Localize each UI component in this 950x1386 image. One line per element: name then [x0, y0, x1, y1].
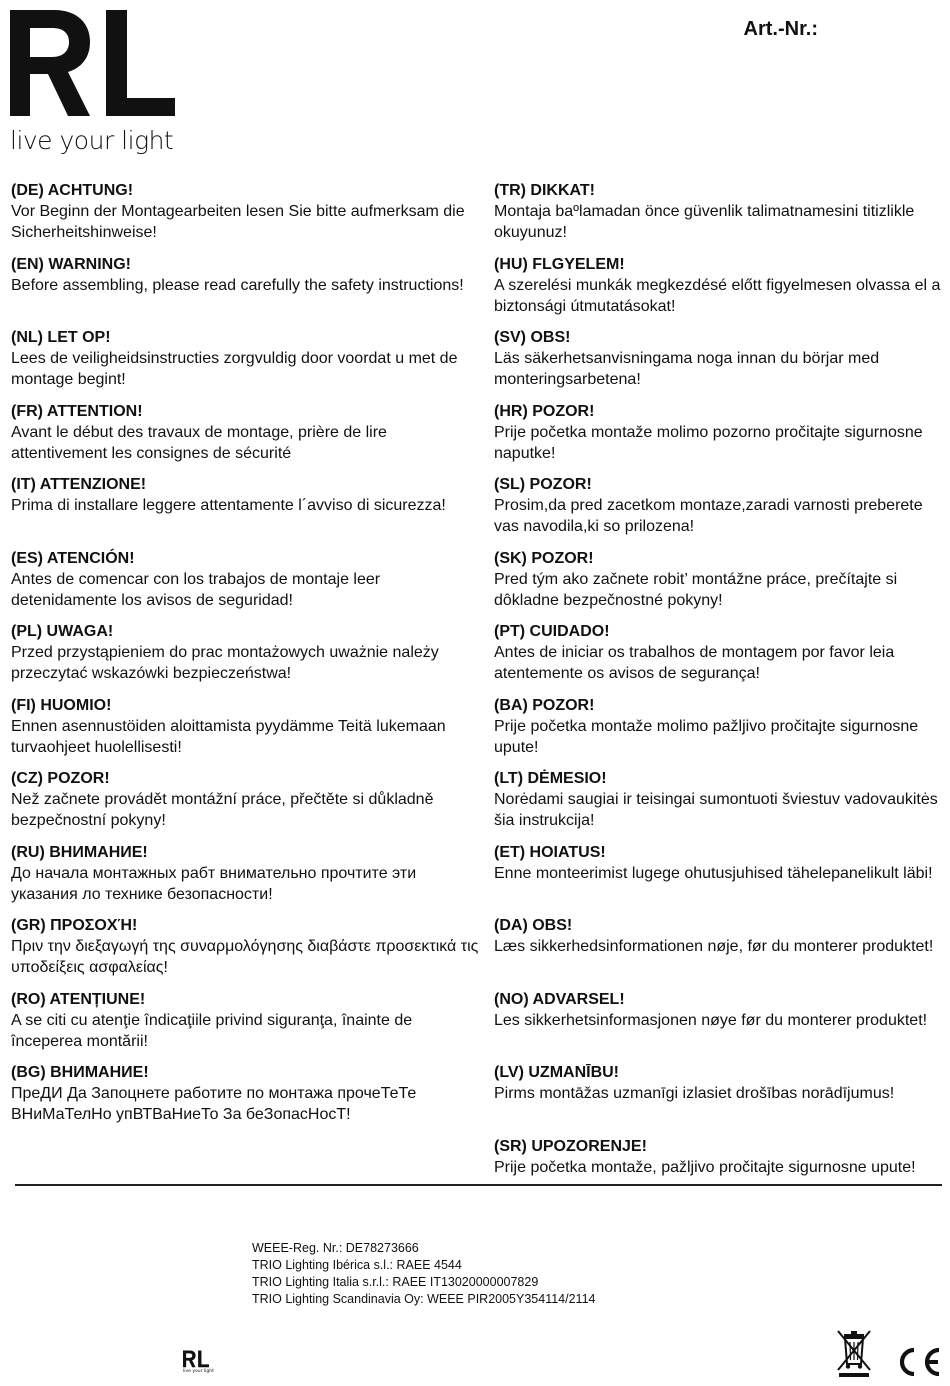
warning-block-gr — [11, 915, 481, 989]
warning-block-tr — [494, 180, 944, 254]
warning-text: Montaja baºlamadan önce güvenlik talimatnamesini titizlikle okuyunuz! — [494, 203, 915, 241]
warning-title: (BG) ВНИМАНИЕ! — [11, 1064, 149, 1081]
warning-title: (CZ) POZOR! — [11, 770, 110, 787]
warning-block-sr — [494, 1136, 944, 1210]
warning-block-sk — [494, 548, 944, 622]
warning-block-lv — [494, 1062, 944, 1136]
warning-text: Pred tým ako začnete robit’ montážne práce, prečítajte si dôkladne bezpečnostné pokyny! — [494, 570, 898, 609]
warning-block-ba — [494, 695, 944, 769]
warnings-column-right — [494, 180, 944, 1209]
warning-block-de — [11, 180, 481, 254]
warning-title: (SV) OBS! — [494, 329, 571, 346]
warning-title: (PT) CUIDADO! — [494, 623, 610, 640]
warning-title: (LT) DĖMESIO! — [494, 770, 607, 787]
registry-line: TRIO Lighting Scandinavia Oy: WEEE PIR2005Y354114/2114 — [252, 1292, 596, 1306]
warning-title: (PL) UWAGA! — [11, 623, 114, 640]
warning-block-nl — [11, 327, 481, 401]
warning-title: (DA) OBS! — [494, 917, 573, 934]
small-brand-tagline: live your light — [183, 1369, 214, 1374]
warnings-column-left — [11, 180, 481, 1136]
warning-block-et — [494, 842, 944, 916]
warning-title: (SL) POZOR! — [494, 476, 592, 493]
warning-title: (NL) LET OP! — [11, 329, 111, 346]
warning-text: Avant le début des travaux de montage, prière de lire attentivement les consignes de sécurité — [11, 423, 387, 462]
warning-title: (ET) HOIATUS! — [494, 843, 606, 861]
warning-text: Ennen asennustöiden aloittamista pyydämme Teitä lukemaan turvaohjeet huolellisesti! — [11, 717, 446, 756]
warning-title: (HU) FLGYELEM! — [494, 255, 625, 273]
brand-logo — [10, 10, 180, 155]
warning-text: Prije početka montaže, pažljivo pročitajte sigurnosne upute! — [494, 1158, 916, 1176]
warning-block-ro — [11, 989, 481, 1063]
warning-text: Antes de iniciar os trabalhos de montagem por favor leia atentemente os avisos de segurança! — [494, 644, 895, 682]
warning-block-hr — [494, 401, 944, 475]
warning-block-bg — [11, 1062, 481, 1136]
article-number-label: Art.-Nr.: — [743, 18, 818, 40]
warning-block-da — [494, 915, 944, 989]
warning-block-pt — [494, 621, 944, 695]
warning-block-en — [11, 254, 481, 328]
warning-title: (RO) ATENȚIUNE! — [11, 990, 146, 1008]
warning-title: (SK) POZOR! — [494, 549, 594, 567]
warning-text: Πριν την διεξαγωγή της συναρμολόγησης διαβάστε προσεκτικά τις υποδείξεις ασφαλείας! — [11, 938, 479, 976]
warning-text: Les sikkerhetsinformasjonen nøye før du monterer produktet! — [494, 1011, 928, 1029]
warning-text: Prije početka montaže molimo pozorno pročitajte sigurnosne naputke! — [494, 423, 923, 462]
warning-title: (TR) DIKKAT! — [494, 182, 596, 199]
warning-text: Before assembling, please read carefully the safety instructions! — [11, 276, 464, 294]
warning-text: Antes de comencar con los trabajos de montaje leer detenidamente los avisos de seguridad! — [11, 570, 381, 609]
warning-title: (FR) ATTENTION! — [11, 402, 143, 420]
warning-title: (IT) ATTENZIONE! — [11, 476, 147, 493]
warning-block-fr — [11, 401, 481, 475]
warning-title: (FI) HUOMIO! — [11, 696, 112, 714]
warning-text: Prije početka montaže molimo pažljivo pročitajte sigurnosne upute! — [494, 717, 919, 756]
warning-title: (BA) POZOR! — [494, 696, 595, 714]
warning-block-lt — [494, 768, 944, 842]
warning-title: (DE) ACHTUNG! — [11, 182, 134, 199]
warning-text: До начала монтажных рабт внимательно прочтите эти указания ло технике безопасности! — [11, 864, 417, 903]
small-rl-logo-mark — [183, 1350, 209, 1368]
warning-text: Vor Beginn der Montagearbeiten lesen Sie bitte aufmerksam die Sicherheitshinweise! — [11, 203, 465, 241]
warning-title: (GR) ΠΡΟΣΟΧΉ! — [11, 917, 138, 934]
small-brand-logo — [183, 1350, 213, 1378]
warning-block-sl — [494, 474, 944, 548]
warning-title: (ES) ATENCIÓN! — [11, 549, 135, 567]
warning-text: Než začnete provádět montážní práce, přečtěte si důkladně bezpečnostní pokyny! — [11, 791, 434, 829]
warning-block-ru — [11, 842, 481, 916]
warning-block-no — [494, 989, 944, 1063]
weee-registry-info — [252, 1240, 596, 1308]
warning-text: Enne monteerimist lugege ohutusjuhised tähelepanelikult läbi! — [494, 864, 933, 882]
registry-line: TRIO Lighting Italia s.r.l.: RAEE IT13020000007829 — [252, 1275, 539, 1289]
warning-text: Prima di installare leggere attentamente l´avviso di sicurezza! — [11, 497, 446, 514]
warning-text: Læs sikkerhedsinformationen nøje, før du monterer produktet! — [494, 938, 934, 955]
warning-text: Prosim,da pred zacetkom montaze,zaradi varnosti preberete vas navodila,ki so prilozena! — [494, 497, 923, 535]
warning-text: Norėdami saugiai ir teisingai sumontuoti šviestuv vadovaukitės šia instrukcija! — [494, 791, 938, 829]
warning-title: (EN) WARNING! — [11, 255, 131, 273]
warning-block-it — [11, 474, 481, 548]
ce-mark-icon — [893, 1345, 943, 1379]
warning-text: A se citi cu atenţie îndicaţiile privind siguranţa, înainte de începerea montării! — [11, 1011, 413, 1050]
warning-text: Pirms montāžas uzmanīgi izlasiet drošības norādījumus! — [494, 1085, 895, 1102]
crossed-out-wheelie-bin-icon — [835, 1328, 873, 1378]
rl-logo-mark — [10, 10, 175, 118]
warning-text: Läs säkerhetsanvisningama noga innan du börjar med monteringsarbetena! — [494, 350, 880, 388]
warning-text: A szerelési munkák megkezdésé előtt figyelmesen olvassa el a biztonsági útmutatásokat! — [494, 276, 941, 315]
warning-title: (RU) ВНИМАНИЕ! — [11, 843, 148, 861]
warning-block-pl — [11, 621, 481, 695]
warning-title: (NO) ADVARSEL! — [494, 990, 625, 1008]
registry-line: WEEE-Reg. Nr.: DE78273666 — [252, 1241, 419, 1255]
warning-title: (LV) UZMANĪBU! — [494, 1064, 620, 1081]
warning-text: Lees de veiligheidsinstructies zorgvuldig door voordat u met de montage begint! — [11, 350, 458, 388]
warning-block-es — [11, 548, 481, 622]
brand-tagline: live your light — [10, 126, 174, 155]
warning-text: Przed przystąpieniem do prac montażowych uważnie należy przeczytać wskazówki bezpieczeństwa! — [11, 644, 439, 682]
warning-block-sv — [494, 327, 944, 401]
warning-title: (HR) POZOR! — [494, 402, 595, 420]
warning-title: (SR) UPOZORENJE! — [494, 1137, 647, 1155]
warning-text: ПреДИ Да Запоцнете работите по монтажа прочеТеТе ВНиМаТелНо упВТВаНиеТо За беЗопасНосТ! — [11, 1085, 417, 1123]
footer-divider — [15, 1184, 942, 1186]
warning-block-fi — [11, 695, 481, 769]
registry-line: TRIO Lighting Ibérica s.l.: RAEE 4544 — [252, 1258, 462, 1272]
warning-block-cz — [11, 768, 481, 842]
warning-block-hu — [494, 254, 944, 328]
